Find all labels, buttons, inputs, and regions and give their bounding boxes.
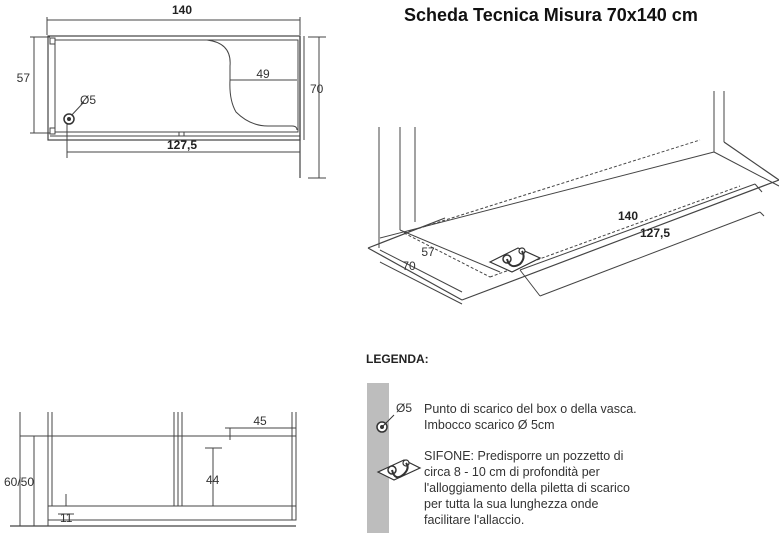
legend-title: LEGENDA: [366,352,429,366]
legend-item-siphon-text: SIFONE: Predisporre un pozzetto di circa 8 - 10 cm di profondità per l'alloggiamento della piletta di scarico per tutta la sua lunghezza onde facilitare l'allaccio. [424,449,630,527]
legend-strip [367,383,389,533]
section-height-label: 60/50 [4,475,35,489]
iso-length-label: 140 [617,209,639,223]
top-view [30,17,326,178]
drain-point-icon [64,114,74,124]
top-inner-width-label: 49 [256,67,270,81]
legend-icons [367,383,420,533]
section-view [10,412,296,526]
top-height-right-label: 70 [310,82,324,96]
iso-width-57-label: 57 [421,245,435,259]
top-drain-diameter-label: Ø5 [80,93,97,107]
page-title: Scheda Tecnica Misura 70x140 cm [404,5,698,25]
top-width-label: 140 [171,3,193,17]
iso-width-70-label: 70 [402,259,416,273]
legend-drain-symbol: Ø5 [396,401,413,415]
iso-view [368,91,779,304]
section-inner-height-label: 44 [206,473,220,487]
legend-item-drain-text: Punto di scarico del box o della vasca. Imbocco scarico Ø 5cm [424,402,637,432]
top-drain-length-label: 127,5 [166,138,198,152]
section-inner-width-label: 45 [253,414,267,428]
section-base-label: 11 [60,511,73,525]
top-height-left-label: 57 [16,71,30,85]
iso-drain-length-label: 127,5 [639,226,671,240]
iso-siphon-icon [490,248,540,272]
